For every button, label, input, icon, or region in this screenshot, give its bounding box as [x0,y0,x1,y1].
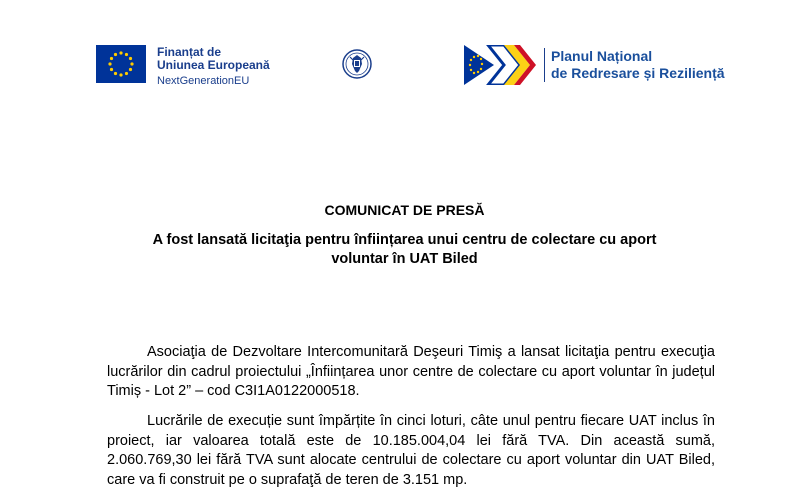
eu-logo-line2: Uniunea Europeană [157,58,270,72]
press-release-heading: COMUNICAT DE PRESĂ [324,202,485,218]
eu-flag-icon [96,45,146,83]
romanian-government-seal-icon [341,44,373,84]
press-release-subtitle [0,231,809,269]
body-paragraph-1: Asociaţia de Dezvoltare Intercomunitară Deşeuri Timiş a lansat licitaţia pentru execuţia lucrărilor din cadrul proiectului „Înființarea unor centre de colectare cu aport voluntar în județul Timiș - Lot 2” – cod C3I1A0122000518. [107,344,715,399]
pnrr-logo-line2: de Redresare și Reziliență [551,65,725,81]
pnrr-logo-line1: Planul Național [551,48,653,64]
pnrr-arrow-icon [464,45,536,85]
subtitle-line-1: A fost lansată licitaţia pentru înființarea unui centru de colectare cu aport [152,232,657,248]
eu-logo-line1: Finanțat de [157,45,222,59]
pnrr-logo [464,45,725,85]
header-logos [0,0,809,110]
eu-logo-line3: NextGenerationEU [157,75,250,87]
subtitle-line-2: voluntar în UAT Biled [331,251,478,267]
eu-funding-logo [96,45,270,88]
body-paragraph-2: Lucrările de execuție sunt împărțite în cinci loturi, câte unul pentru fiecare UAT inclus în proiect, iar valoarea totală este de 10.185.004,04 lei fără TVA. Din această sumă, 2.060.769,30 lei fără TVA sunt alocate centrului de colectare cu aport voluntar din UAT Biled, care va fi construit pe o suprafaţă de teren de 3.151 mp. [107,413,715,488]
